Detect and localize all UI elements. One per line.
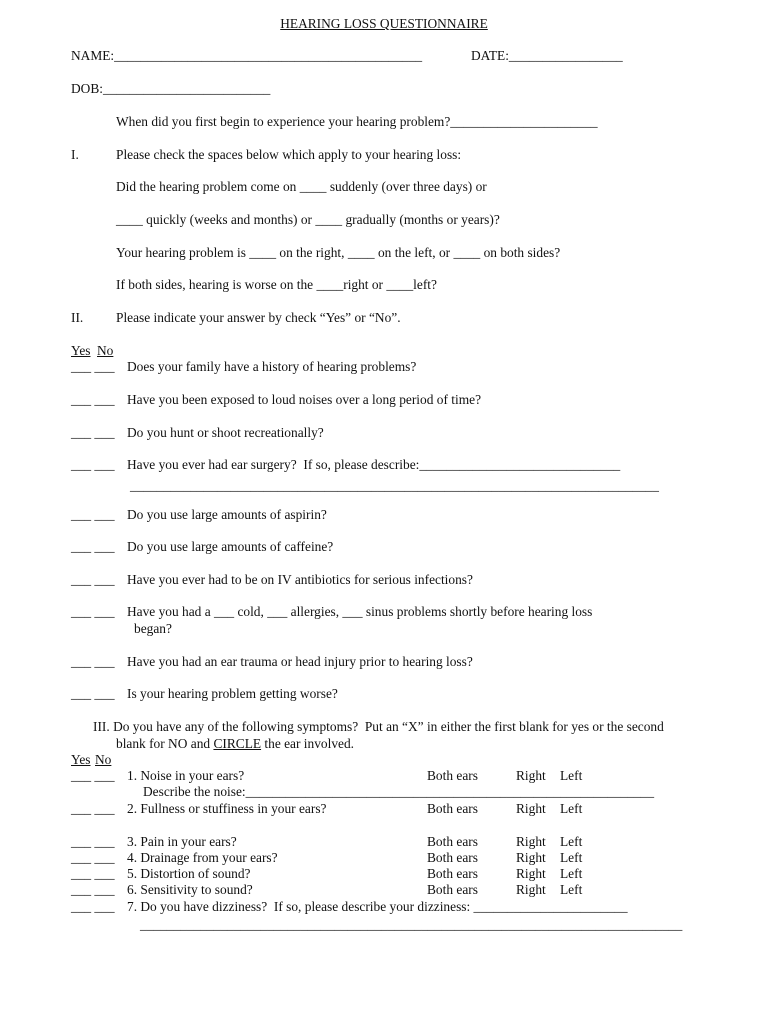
date-field[interactable]: DATE:_________________ xyxy=(471,48,623,63)
section-2-heading: Please indicate your answer by check “Yes” or “No”. xyxy=(116,310,401,325)
question-text: Have you ever had to be on IV antibiotics for serious infections? xyxy=(127,572,473,587)
left-ear-option[interactable]: Left xyxy=(560,801,583,816)
yes-column-header-3: Yes xyxy=(71,752,91,767)
page-title: HEARING LOSS QUESTIONNAIRE xyxy=(280,16,488,31)
surgery-description-line[interactable]: _______________________________________________________________________________ xyxy=(130,478,659,493)
question-text: Does your family have a history of hearing problems? xyxy=(127,359,417,374)
question-text: Do you hunt or shoot recreationally? xyxy=(127,425,324,440)
onset-speed-line-1[interactable]: Did the hearing problem come on ____ suddenly (over three days) or xyxy=(116,179,487,194)
question-text: Have you ever had ear surgery? If so, please describe:______________________________ xyxy=(127,457,621,472)
section-3-heading-end: the ear involved. xyxy=(261,736,355,751)
section-3-heading-line-1: III. Do you have any of the following symptoms? Put an “X” in either the first blank for yes or the second xyxy=(93,719,664,734)
circle-word: CIRCLE xyxy=(213,736,262,751)
illness-question-continuation: began? xyxy=(134,621,172,636)
answer-blanks[interactable]: ___ ___ xyxy=(71,507,115,522)
left-ear-option[interactable]: Left xyxy=(560,768,583,783)
symptom-answer-blanks[interactable]: ___ ___ xyxy=(71,801,115,816)
left-ear-option[interactable]: Left xyxy=(560,850,583,865)
answer-blanks[interactable]: ___ ___ xyxy=(71,604,115,619)
answer-blanks[interactable]: ___ ___ xyxy=(71,359,115,374)
both-ears-option[interactable]: Both ears xyxy=(427,834,478,849)
no-column-header: No xyxy=(97,343,114,358)
both-ears-option[interactable]: Both ears xyxy=(427,882,478,897)
right-ear-option[interactable]: Right xyxy=(516,866,546,881)
section-3-heading-start: blank for NO and xyxy=(116,736,214,751)
answer-blanks[interactable]: ___ ___ xyxy=(71,686,115,701)
both-ears-option[interactable]: Both ears xyxy=(427,801,478,816)
symptom-text: 5. Distortion of sound? xyxy=(127,866,251,881)
both-ears-option[interactable]: Both ears xyxy=(427,850,478,865)
question-text: Is your hearing problem getting worse? xyxy=(127,686,338,701)
right-ear-option[interactable]: Right xyxy=(516,768,546,783)
both-ears-option[interactable]: Both ears xyxy=(427,866,478,881)
section-2-numeral: II. xyxy=(71,310,84,325)
symptom-answer-blanks[interactable]: ___ ___ xyxy=(71,899,115,914)
onset-question[interactable]: When did you first begin to experience your hearing problem?______________________ xyxy=(116,114,598,129)
symptom-answer-blanks[interactable]: ___ ___ xyxy=(71,768,115,783)
right-ear-option[interactable]: Right xyxy=(516,850,546,865)
answer-blanks[interactable]: ___ ___ xyxy=(71,572,115,587)
question-text: Have you had an ear trauma or head injury prior to hearing loss? xyxy=(127,654,473,669)
worse-side-line[interactable]: If both sides, hearing is worse on the ____right or ____left? xyxy=(116,277,437,292)
symptom-text: 3. Pain in your ears? xyxy=(127,834,237,849)
symptom-text: 6. Sensitivity to sound? xyxy=(127,882,253,897)
answer-blanks[interactable]: ___ ___ xyxy=(71,539,115,554)
answer-blanks[interactable]: ___ ___ xyxy=(71,457,115,472)
symptom-text: 1. Noise in your ears? xyxy=(127,768,245,783)
both-ears-option[interactable]: Both ears xyxy=(427,768,478,783)
dizziness-description-line[interactable]: _________________________________________________________________________________ xyxy=(140,917,683,932)
left-ear-option[interactable]: Left xyxy=(560,834,583,849)
name-field[interactable]: NAME:______________________________________________ xyxy=(71,48,423,63)
question-text: Have you been exposed to loud noises over a long period of time? xyxy=(127,392,482,407)
symptom-text: 7. Do you have dizziness? If so, please describe your dizziness: _______________________ xyxy=(127,899,628,914)
symptom-answer-blanks[interactable]: ___ ___ xyxy=(71,882,115,897)
noise-description-line[interactable]: Describe the noise:_____________________________________________________________ xyxy=(143,784,655,799)
right-ear-option[interactable]: Right xyxy=(516,834,546,849)
onset-speed-line-2[interactable]: ____ quickly (weeks and months) or ____ gradually (months or years)? xyxy=(116,212,500,227)
symptom-answer-blanks[interactable]: ___ ___ xyxy=(71,834,115,849)
section-1-heading: Please check the spaces below which apply to your hearing loss: xyxy=(116,147,462,162)
left-ear-option[interactable]: Left xyxy=(560,882,583,897)
section-3-heading-line-2 xyxy=(116,736,354,752)
symptom-answer-blanks[interactable]: ___ ___ xyxy=(71,866,115,881)
affected-side-line[interactable]: Your hearing problem is ____ on the right, ____ on the left, or ____ on both sides? xyxy=(116,245,561,260)
answer-blanks[interactable]: ___ ___ xyxy=(71,425,115,440)
section-1-numeral: I. xyxy=(71,147,79,162)
left-ear-option[interactable]: Left xyxy=(560,866,583,881)
answer-blanks[interactable]: ___ ___ xyxy=(71,392,115,407)
question-text: Have you had a ___ cold, ___ allergies, ___ sinus problems shortly before hearing loss xyxy=(127,604,593,619)
yes-column-header: Yes xyxy=(71,343,91,358)
right-ear-option[interactable]: Right xyxy=(516,882,546,897)
right-ear-option[interactable]: Right xyxy=(516,801,546,816)
dob-field[interactable]: DOB:_________________________ xyxy=(71,81,271,96)
symptom-text: 4. Drainage from your ears? xyxy=(127,850,278,865)
symptom-text: 2. Fullness or stuffiness in your ears? xyxy=(127,801,327,816)
symptom-answer-blanks[interactable]: ___ ___ xyxy=(71,850,115,865)
answer-blanks[interactable]: ___ ___ xyxy=(71,654,115,669)
question-text: Do you use large amounts of aspirin? xyxy=(127,507,327,522)
question-text: Do you use large amounts of caffeine? xyxy=(127,539,334,554)
no-column-header-3: No xyxy=(95,752,112,767)
